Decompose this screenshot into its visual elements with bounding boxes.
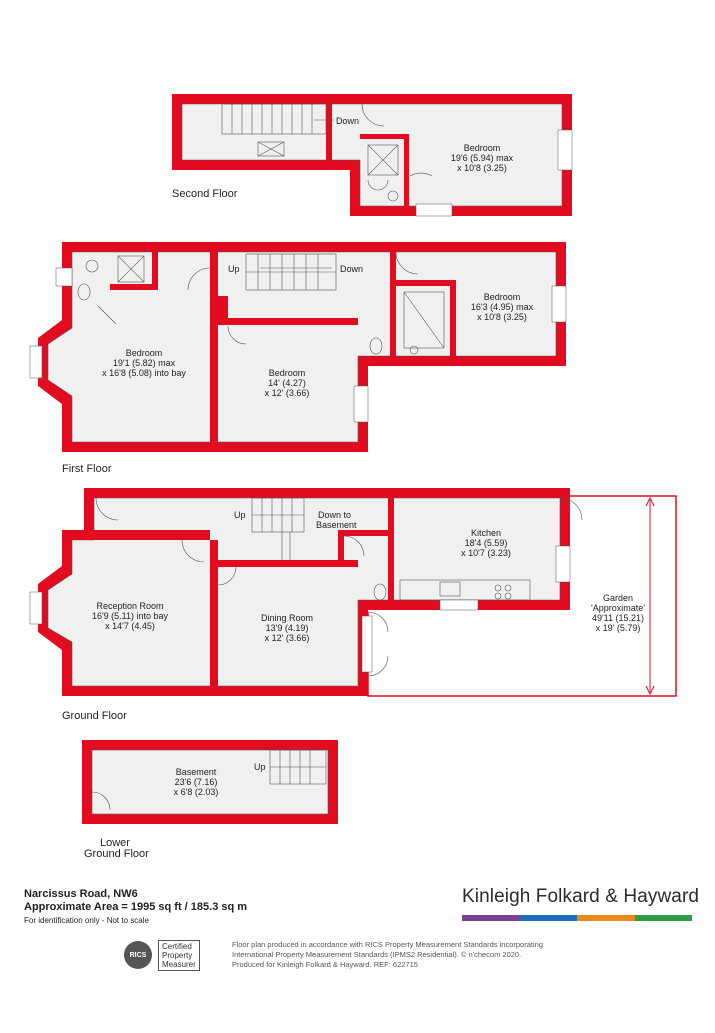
room-dim0-garden: 'Approximate': [591, 603, 645, 613]
stair-label-down-first: Down: [340, 264, 364, 274]
room-dim1-sf-bedroom: 19'6 (5.94) max: [450, 153, 514, 163]
room-dim1-basement: 23'6 (7.16): [174, 777, 218, 787]
brand-color-bar: [462, 915, 692, 921]
room-dim1-dining: 13'9 (4.19): [265, 623, 309, 633]
room-dim2-ff-bedroom-front: x 16'8 (5.08) into bay: [102, 368, 186, 378]
room-dim2-garden: x 19' (5.79): [595, 623, 641, 633]
room-name-basement: Basement: [175, 767, 217, 777]
rics-badge-text: [158, 940, 200, 971]
stair-label-up-ground: Up: [234, 510, 246, 520]
floor-label-lower-2: Ground Floor: [84, 848, 149, 860]
room-name-ff-bedroom-front: Bedroom: [125, 348, 163, 358]
room-dim2-ff-bedroom-mid: x 12' (3.66): [264, 388, 310, 398]
room-dim2-sf-bedroom: x 10'8 (3.25): [457, 163, 507, 173]
property-address: Narcissus Road, NW6: [24, 888, 138, 900]
legal-line2: International Property Measurement Standards (IPMS2 Residential). © n'checom 2020.: [232, 950, 522, 959]
room-dim2-ff-bedroom-rear: x 10'8 (3.25): [477, 312, 527, 322]
rics-badge-line2: Property: [162, 950, 193, 960]
agent-brand-name: Kinleigh Folkard & Hayward: [462, 886, 700, 907]
floor-label-first: First Floor: [62, 463, 112, 475]
brand-bar-purple: [462, 915, 520, 921]
rics-certified-badge: [124, 940, 224, 970]
room-name-sf-bedroom: Bedroom: [463, 143, 501, 153]
room-dim2-reception: x 14'7 (4.45): [105, 621, 155, 631]
room-dim1-ff-bedroom-mid: 14' (4.27): [268, 378, 306, 388]
stair-label-basement: Basement: [316, 520, 357, 530]
room-name-ff-bedroom-mid: Bedroom: [268, 368, 306, 378]
identification-note: For identification only - Not to scale: [24, 916, 149, 925]
legal-line3: Produced for Kinleigh Folkard & Hayward. REF: 622715: [232, 960, 418, 969]
property-address-block: [24, 888, 247, 914]
room-dim1-ff-bedroom-rear: 16'3 (4.95) max: [470, 302, 534, 312]
approximate-area: Approximate Area = 1995 sq ft / 185.3 sq m: [24, 901, 248, 913]
brand-bar-green: [635, 915, 693, 921]
legal-line1: Floor plan produced in accordance with RICS Property Measurement Standards incorporating: [232, 940, 543, 949]
floor-label-lower-1: Lower: [100, 837, 130, 848]
room-dim1-garden: 49'11 (15.21): [591, 613, 645, 623]
stair-label-down-to: Down to: [318, 510, 352, 520]
brand-bar-blue: [520, 915, 578, 921]
room-dim1-reception: 16'9 (5.11) into bay: [91, 611, 169, 621]
stair-label-up-lower: Up: [254, 762, 266, 772]
brand-bar-orange: [577, 915, 635, 921]
room-name-dining: Dining Room: [260, 613, 314, 623]
room-name-garden: Garden: [602, 593, 634, 603]
room-dim2-dining: x 12' (3.66): [264, 633, 310, 643]
room-name-ff-bedroom-rear: Bedroom: [483, 292, 521, 302]
first-floor-plan: [30, 242, 566, 475]
floor-label-ground: Ground Floor: [62, 710, 127, 722]
floor-label-second: Second Floor: [172, 188, 238, 200]
room-dim2-basement: x 6'8 (2.03): [173, 787, 219, 797]
rics-badge-line3: Measurer: [162, 959, 196, 969]
room-name-reception: Reception Room: [96, 601, 164, 611]
second-floor-plan: [172, 94, 572, 216]
room-dim1-ff-bedroom-front: 19'1 (5.82) max: [112, 358, 176, 368]
legal-disclaimer: [232, 940, 612, 970]
room-dim2-kitchen: x 10'7 (3.23): [461, 548, 511, 558]
ground-floor-plan: [30, 488, 676, 722]
room-name-kitchen: Kitchen: [470, 528, 502, 538]
stair-label-down-second: Down: [336, 116, 360, 126]
stair-label-up-first: Up: [228, 264, 240, 274]
lower-ground-floor-plan: [82, 740, 338, 848]
room-dim1-kitchen: 18'4 (5.59): [464, 538, 508, 548]
rics-badge-line1: Certified: [162, 941, 192, 951]
rics-logo: RICS: [124, 941, 152, 969]
